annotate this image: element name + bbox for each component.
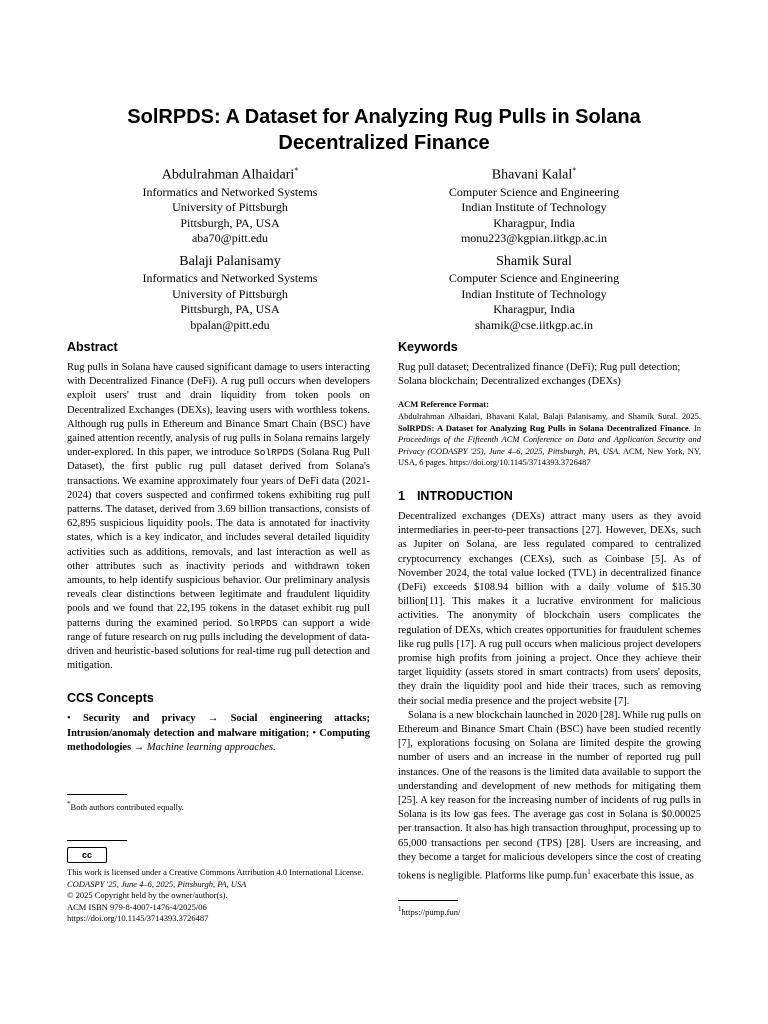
cc-label: cc (81, 850, 92, 860)
acm-ref-rest: ACM, New York, NY, USA, 6 pages. https://doi.org/10.1145/3714393.3726487 (398, 445, 702, 468)
ccs-concept-2-sub: Machine learning approaches. (146, 741, 276, 753)
intro-footnote-mark: 1 (587, 867, 591, 876)
intro-title: INTRODUCTION (416, 488, 513, 503)
author-3-inst: University of Pittsburgh (172, 286, 288, 301)
author-2-name: Bhavani Kalal (491, 167, 573, 183)
author-2-loc: Kharagpur, India (493, 215, 575, 230)
license-isbn: ACM ISBN 979-8-4007-1476-4/2025/06 (67, 901, 207, 912)
ccs-heading: CCS Concepts (67, 691, 154, 706)
footnote-1 (398, 904, 701, 918)
author-2-mark: * (572, 166, 577, 175)
abstract-dataset-name: SolRPDS (254, 447, 294, 459)
license-copyright: © 2025 Copyright held by the owner/author(s). (67, 890, 228, 900)
abstract-dataset-name-2: SolRPDS (237, 617, 278, 629)
intro-heading (398, 489, 701, 503)
author-3-loc: Pittsburgh, PA, USA (180, 302, 280, 316)
intro-paragraph-1: Decentralized exchanges (DEXs) attract many users as they avoid intermediaries in peer-to-peer transactions [27]. However, DEXs, such as Jupiter on Solana, are less regulated compared to centralized cryptocurrency exchanges (CEXs), such as Coinbase [5]. As of November 2024, the total value locked (TVL) in decentralized finance (DeFi) exceeds $108.94 billion with a daily volume of $15.30 billion[11]. This makes it a lucrative environment for malicious activities. The anonymity of blockchain users complicates the regulation of DEXs, which creates opportunities for fraudulent schemes like rug pulls [17]. A rug pull occurs when malicious project developers promise high profits from joining a project. Once they achieve their target liquidity (assets stored in smart contracts) from users' deposits, they drain the liquidity pool and hide their traces, such as removing their social media presence and the project website [7]. (398, 510, 701, 707)
footnote-1-area (398, 900, 701, 918)
license-line: This work is licensed under a Creative Commons Attribution 4.0 International License. (67, 867, 364, 877)
intro-paragraph-2 (398, 709, 701, 884)
ccs-concept-1-sub: Social engineering attacks (230, 713, 367, 725)
author-1-inst: University of Pittsburgh (172, 200, 288, 215)
author-1-loc: Pittsburgh, PA, USA (180, 215, 280, 230)
footnote-equal-contribution: *Both authors contributed equally. (67, 800, 184, 812)
author-3 (80, 253, 380, 333)
author-4 (384, 253, 684, 333)
footnote-star-text: Both authors contributed equally. (70, 801, 184, 812)
ccs-text: • Security and privacy → Social engineering attacks; Intrusion/anomaly detection and malware mitigation; • Computing methodologies → Machine learning approaches. (67, 713, 371, 753)
abstract-part-2: (Solana Rug Pull Dataset), the first public rug pull dataset derived from Solana's transactions. We examine approximately four years of DeFi data (2021-2024) that covers suspected and confirmed tokens exhibiting rug pull patterns. The dataset, derived from 3.69 billion transactions, consists of 62,895 suspicious liquidity pools. The data is annotated for inactivity states, which is a key indicator, and includes several detailed liquidity activities such as additions, removals, and last interaction as well as other attributes such as inactivity periods and withdrawn token amounts, to help identify suspicious behavior. Our preliminary analysis reveals clear distinctions between legitimate and fraudulent liquidity pools and we found that 22,195 tokens in the dataset exhibit rug pull patterns during the examined period. (67, 447, 370, 629)
author-4-inst: Indian Institute of Technology (461, 286, 607, 301)
author-4-email: shamik@cse.iitkgp.ac.in (474, 317, 594, 332)
author-3-name: Balaji Palanisamy (179, 254, 281, 269)
footnote-rule (67, 794, 127, 795)
author-2-email: monu223@kgpian.iitkgp.ac.in (460, 231, 608, 246)
ccs-concept-2: Computing methodologies (67, 727, 370, 753)
author-4-name: Shamik Sural (496, 254, 572, 269)
acm-ref-authors: Abdulrahman Alhaidari, Bhavani Kalal, Balaji Palanisamy, and Shamik Sural. 2025. (398, 411, 701, 422)
left-column (67, 340, 371, 923)
abstract-part-1: Rug pulls in Solana have caused significant damage to users interacting with Decentralized Finance (DeFi). A rug pull occurs when developers exploit users' trust and drain liquidity from token pools on Decentralized Exchanges (DEXs), leaving users with worthless tokens. Although rug pulls in Ethereum and Binance Smart Chain (BSC) have gained attention recently, analysis of rug pulls in Solana remains largely under-explored. In this paper, we introduce (67, 362, 370, 459)
intro-p2-tail: exacerbate this issue, as (590, 870, 694, 882)
right-column (398, 340, 702, 917)
license-doi[interactable]: https://doi.org/10.1145/3714393.3726487 (67, 913, 209, 923)
paper-title: SolRPDS: A Dataset for Analyzing Rug Pulls in Solana Decentralized Finance (127, 106, 641, 154)
abstract-text (67, 361, 370, 673)
footnote-1-rule (398, 900, 458, 901)
author-1-mark: * (294, 166, 299, 175)
author-2-dept: Computer Science and Engineering (448, 184, 620, 199)
acm-ref-title: SolRPDS: A Dataset for Analyzing Rug Pulls in Solana Decentralized Finance (398, 422, 689, 433)
keywords-heading: Keywords (398, 340, 458, 354)
author-2-inst: Indian Institute of Technology (461, 200, 607, 215)
acm-ref-text (398, 411, 701, 469)
license-text (67, 867, 370, 925)
author-4-loc: Kharagpur, India (493, 302, 575, 316)
acm-ref-in: . In (688, 422, 701, 433)
acm-ref-heading: ACM Reference Format: (398, 399, 489, 410)
author-1-email: aba70@pitt.edu (191, 231, 269, 246)
intro-p2-main: Solana is a new blockchain launched in 2020 [28]. While rug pulls on Ethereum and Binance Smart Chain (BSC) have been studied recently [7], explorations focusing on Solana are limited despite the growing number of users and an increase in the number of reported rug pull instances. One of the reasons is the limited data available to support the understanding and development of new methods for mitigating them [25]. A key reason for the increasing number of incidents of rug pulls in Solana is its low gas fees. The average gas cost in Solana is $0.00025 per transaction. It also has high transaction throughput, processing up to 65,000 transactions per second (TPS) [28]. Users are increasing, and they become a target for malicious developers since the cost of creating tokens is negligible. Platforms like pump.fun (398, 709, 701, 882)
footnote-area (67, 794, 370, 813)
keywords-text: Rug pull dataset; Decentralized finance (DeFi); Rug pull detection; Solana blockchain; Decentralized exchanges (DEXs) (398, 362, 681, 388)
license-rule (67, 840, 127, 841)
author-2 (384, 162, 684, 247)
author-1 (80, 162, 380, 247)
abstract-part-3: can support a wide range of future research on rug pulls including the development of data-driven and heuristic-based solutions for real-time rug pull detection and mitigation. (67, 617, 370, 672)
ccs-concept-1-rest: ; Intrusion/anomaly detection and malware mitigation; (67, 713, 371, 739)
cc-by-icon (67, 847, 107, 863)
author-3-email: bpalan@pitt.edu (190, 317, 270, 332)
author-3-dept: Informatics and Networked Systems (142, 271, 318, 285)
ccs-concept-1: Security and privacy (82, 713, 196, 725)
intro-number: 1 (398, 488, 405, 503)
license-venue: CODASPY '25, June 4–6, 2025, Pittsburgh, PA, USA (67, 878, 247, 889)
license-block (67, 840, 370, 925)
footnote-1-text[interactable]: https://pump.fun/ (401, 906, 461, 917)
author-4-dept: Computer Science and Engineering (448, 271, 620, 285)
abstract-heading: Abstract (67, 340, 118, 354)
author-1-name: Abdulrahman Alhaidari (161, 167, 295, 183)
footnote-1-mark: 1 (398, 905, 402, 913)
acm-ref-proceedings: Proceedings of the Fifteenth ACM Conference on Data and Application Security and Privacy (CODASPY '25), June 4–6, 2025, Pittsburgh, PA, USA. (398, 434, 701, 456)
author-1-dept: Informatics and Networked Systems (142, 184, 318, 199)
